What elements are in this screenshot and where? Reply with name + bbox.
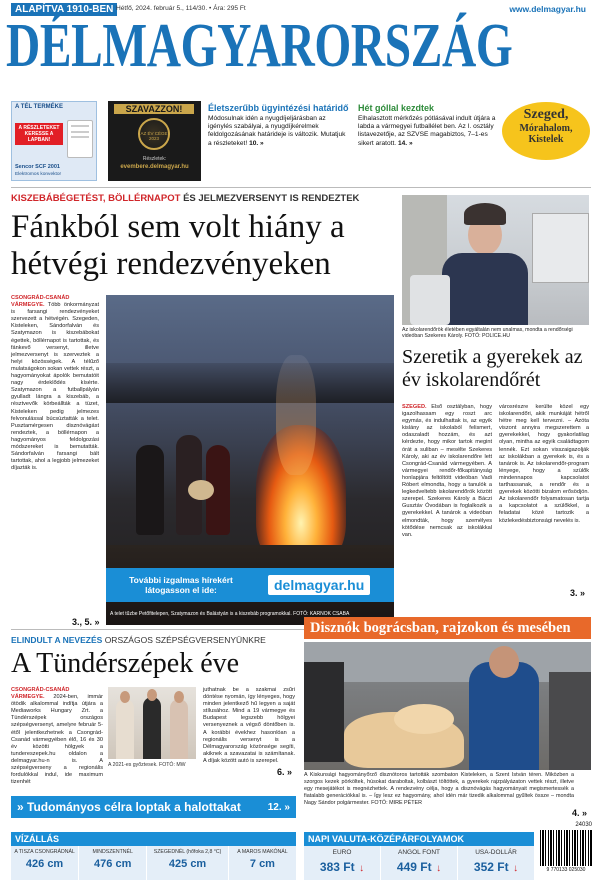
- police-photo: [402, 195, 589, 325]
- photo-caption: A telet tűzbe Petőfitelepen, Szatymazon és Balástyán is a kiszebáb programokkal. FOTÓ: KARNOK CSABA: [110, 611, 350, 617]
- fx-label: ANGOL FONT: [397, 849, 440, 856]
- water-levels: [11, 832, 296, 880]
- water-label: MINDSZENTNÉL: [92, 849, 133, 855]
- fx-rates: [304, 832, 534, 880]
- founded-badge: ALAPÍTVA 1910-BEN: [11, 3, 117, 16]
- fx-label: EURO: [332, 849, 352, 856]
- arrow-down-icon: ↓: [513, 863, 519, 874]
- site-url[interactable]: www.delmagyar.hu: [509, 4, 586, 14]
- police-page-ref[interactable]: 3. »: [570, 588, 586, 598]
- edition-city: Kistelek: [528, 134, 564, 145]
- arrow-down-icon: ↓: [359, 863, 365, 874]
- barcode: [540, 822, 592, 880]
- arrow-down-icon: ↓: [436, 863, 442, 874]
- issue-info: Hétfő, 2024. február 5., 114/30. • Ára: 295 Ft: [116, 5, 246, 12]
- teaser-pension[interactable]: [208, 103, 350, 179]
- heater-tag: A TÉL TERMÉKE: [15, 104, 64, 110]
- teaser-title: Életszerűbb ügyintézési határidő: [208, 103, 349, 113]
- water-label: A MAROS MAKÓNÁL: [237, 849, 288, 855]
- edition-city: Mórahalom,: [519, 123, 573, 134]
- fx-item: [304, 846, 381, 880]
- fx-label: USA-DOLLÁR: [475, 849, 517, 856]
- water-value: 476 cm: [94, 858, 132, 870]
- award-medal-icon: [138, 118, 170, 150]
- edition-badge: [502, 102, 590, 160]
- heater-model: Sencor SCF 2001: [15, 164, 60, 170]
- heater-product: [67, 120, 93, 158]
- beauty-page-ref[interactable]: 6. »: [277, 767, 293, 777]
- water-value: 425 cm: [168, 858, 207, 870]
- barcode-number: 9 770133 025030: [546, 867, 586, 873]
- divider: [11, 187, 591, 188]
- teaser-page: 14. »: [397, 139, 413, 147]
- fx-item: [381, 846, 458, 880]
- pigs-photo: [304, 642, 591, 770]
- police-col1: SZEGED. Első osztályban, hogy igazolhassam egy roszt arc egymás, és indulhattak is, az egyik kislány az iskolaból felismert, odaszaladt hozzám, és azt kérdezte, hogy mikor tartok megint órát a suliban – mesélte Szekeres Károly, aki az év iskolarendőre lett Csongrád-Csanád vármegyében. A vármegyei rendőr-főkapitányság honlapjára feltöltött videóban Vadi Róbert elmondta, hogy a tanulók a legkedveltebb iskolarendőrök között szerepel. Szekeres Károly a Báczi Gusztáv Óvodában is foglalkozik a gyerekekkel. A tanárok a videóban elmondták, hogy személyes kötődése nemcsak az iskolákkal van.: [402, 404, 492, 538]
- banner-text: » Tudományos célra loptak a halottakat: [17, 800, 241, 814]
- fx-value: 383 Ft: [319, 860, 355, 874]
- water-value: 426 cm: [25, 858, 64, 870]
- water-title: VÍZÁLLÁS: [15, 834, 59, 844]
- barcode-bars: [540, 830, 592, 866]
- barcode-issue: 24030: [575, 822, 592, 828]
- beauty-kicker: ELINDULT A NEVEZÉS ORSZÁGOS SZÉPSÉGVERSENYÜNKRE: [11, 635, 266, 645]
- water-item: [147, 846, 229, 880]
- pigs-page-ref[interactable]: 4. »: [572, 808, 588, 818]
- banner-page: 12. »: [267, 801, 290, 813]
- teaser-title: Hét góllal kezdtek: [358, 103, 435, 113]
- heater-ad[interactable]: [11, 101, 97, 181]
- heater-cta: A RÉSZLETEKET KERESSE A LAPBAN!: [15, 123, 63, 145]
- beauty-col3: juthatnak be a szakmai zsűri döntése nyomán, így lényeges, hogy minden jelentkező hű legyen a saját stílusához. Mind a 19 vármegye és Budapest legszebb hölgyei versenyeznek a végső döntőben is. A korábbi évekhez hasonlóan a regionális versenyt is a Délmagyarország közönsége segíti, akiknek a szavazatai is számítanak. A díjak között autó is szerepel.: [203, 687, 295, 764]
- police-caption: Az iskolarendőrök életében egyáltalán nem unalmas, mondta a rendőrségi videóban Szekeres Károly. FOTÓ: POLICE.HU: [402, 327, 573, 340]
- lead-body: CSONGRÁD-CSANÁD VÁRMEGYE. Több önkormányzat is farsangi rendezvényeket szervezett a hétvégén. Szegeden, Kisteleken, Sándorfalván és Szatymazon is kiszebábokat égettek, böllérnapot is tartottak, és fánkevő versenyt, illetve jelmezversenyt is szerveztek a helyi közösségek. A télűző mulatságokon sokan vettek részt, a hagyományokat ápolók bemutatóit nagy érdeklődés kísérte. Szatymazon a futballpályán gyulladt lángra a kiszebáb, a résztvevők körbeállták a tüzet, Kisteleken pedig jelmezes felvonulással búcsúztatták a telet. Pusztamérgesen disznóvágást rendeztek, a böllérnapon a hagyományos feldolgozási módszereket is bemutatták. Sándorfalván farsangi bált tartottak, ahol a legjobb jelmezeket díjazták is.: [11, 295, 99, 472]
- fx-title: NAPI VALUTA-KÖZÉPÁRFOLYAMOK: [308, 834, 465, 844]
- science-banner[interactable]: [11, 796, 296, 818]
- teaser-body: Elhalasztott mérkőzés pótlásával indult útjára a labda a vármegyei futballélet ben. Az I. osztály listavezetője, az SZVSE magabiztos, 7–1-es sikert aratott. 14. »: [358, 115, 496, 147]
- award-ad[interactable]: [108, 101, 201, 181]
- beauty-col1: CSONGRÁD-CSANÁD VÁRMEGYE. 2024-ben, immár ötödik alkalommal indítja útjára a Mediaworks Hungary Zrt. a Tündérszépek országos szépségversenyt, amelyre február 5-étől jelentkezhetnek a Csongrád-Csanád vármegyében élő, 16 és 30 év közötti hölgyek a tundereszepek.hu oldalon a delmagyar.hu-n is. A szépségverseny a regionális fordulókkal indul, ide maximum tizenhét: [11, 687, 103, 786]
- pigs-caption: A Kiskunsági hagyományőrző disznótoros tartották szombaton Kisteleken, a Szent István téren. Miközben a szorgos kezek pörköltek, húsokat daraboltak, kolbászt töltöttek, a gyerekek rajzpályázaton vettek részt, illetve egy mesejátékot is megnézhettek. A rendezvény célja, hogy a disznóvágás hagyományait megismertessék a fiatalabb generációkkal is. – Így lesz ez hagyomány, ahol idén már tizedik alkalommal gyűltek össze – mondta Nagy Sándor polgármester. FOTÓ: MIRE PÉTER: [304, 772, 574, 806]
- water-value: 7 cm: [249, 858, 275, 870]
- police-col2: városrészre kerülte közel egy iskolarendőri, akik munkáját hétről hétre meg kell tervezni. – Azóta viszont annyira megszerettem a gyerekekkel, hogy gyakorlatilag olyan, mintha az egyik családtagom lennék. Ezt sokan visszaigazolják az iskolákban a gyerekek is, és a tanárok is. Az iskolarendőr-program lényege, hogy a szülők mindennapos kapcsolatot tarthassanak, a rendőr és a gyerekek közötti bizalom erősödjön. Az iskolarendőr folyamatosan tartja a kapcsolatot a szülőkkel, a feladatai közé tartozik a közlekedésbiztonsági nevelés is.: [499, 404, 589, 524]
- lead-page-ref[interactable]: 3., 5. »: [72, 617, 100, 627]
- masthead: [0, 0, 600, 92]
- beauty-photo: [108, 687, 196, 759]
- edition-city: Szeged,: [523, 107, 569, 122]
- award-url[interactable]: evembere.delmagyar.hu: [120, 164, 189, 170]
- beauty-headline[interactable]: A Tündérszépek éve: [11, 648, 240, 679]
- award-sub: Részletek:: [142, 156, 167, 162]
- water-item: [11, 846, 79, 880]
- beauty-caption: A 2021-es győztesek. FOTÓ: MW: [108, 762, 186, 768]
- fx-value: 449 Ft: [396, 860, 432, 874]
- water-item: [79, 846, 147, 880]
- water-item: [229, 846, 296, 880]
- fx-item: [458, 846, 534, 880]
- teaser-football[interactable]: [358, 103, 498, 179]
- pigs-headline: Disznók bográcsban, rajzokon és mesében: [310, 620, 571, 636]
- award-title: AZ ÉV CÉGE 2023: [140, 131, 168, 141]
- water-label: SZEGEDNÉL (hőfoka 2,8 °C): [153, 849, 222, 855]
- water-label: A TISZA CSONGRÁDNÁL: [14, 849, 75, 855]
- fx-value: 352 Ft: [473, 860, 509, 874]
- teaser-page: 10. »: [249, 139, 264, 147]
- police-headline[interactable]: Szeretik a gyerekek az év iskolarendőrét: [402, 346, 583, 391]
- teaser-body: Módosulnak idén a nyugdíjeljárásban az igénylés szabályai, a nyugdíjkérelmek feldolgozásának határideje is változik. Mutatjuk a részleteket! 10. »: [208, 115, 346, 147]
- lead-headline[interactable]: Fánkból sem volt hiány a hétvégi rendezvényeken: [11, 209, 345, 282]
- newspaper-title: DÉLMAGYARORSZÁG: [6, 12, 513, 80]
- lead-kicker: KISZEBÁBÉGETÉST, BÖLLÉRNAPOT ÉS JELMEZVERSENYT IS RENDEZTEK: [11, 193, 360, 204]
- promo-site[interactable]: delmagyar.hu: [268, 575, 370, 595]
- szavazzon-label: SZAVAZZON!: [114, 104, 194, 114]
- heater-sub: Elektromos konvektor: [15, 172, 62, 177]
- dateline: CSONGRÁD-CSANÁD VÁRMEGYE.: [11, 295, 70, 309]
- pigs-headline-bar[interactable]: [304, 617, 591, 639]
- promo-text: További izgalmas hírekért látogasson el ide:: [129, 575, 233, 595]
- promo-banner[interactable]: [106, 568, 394, 602]
